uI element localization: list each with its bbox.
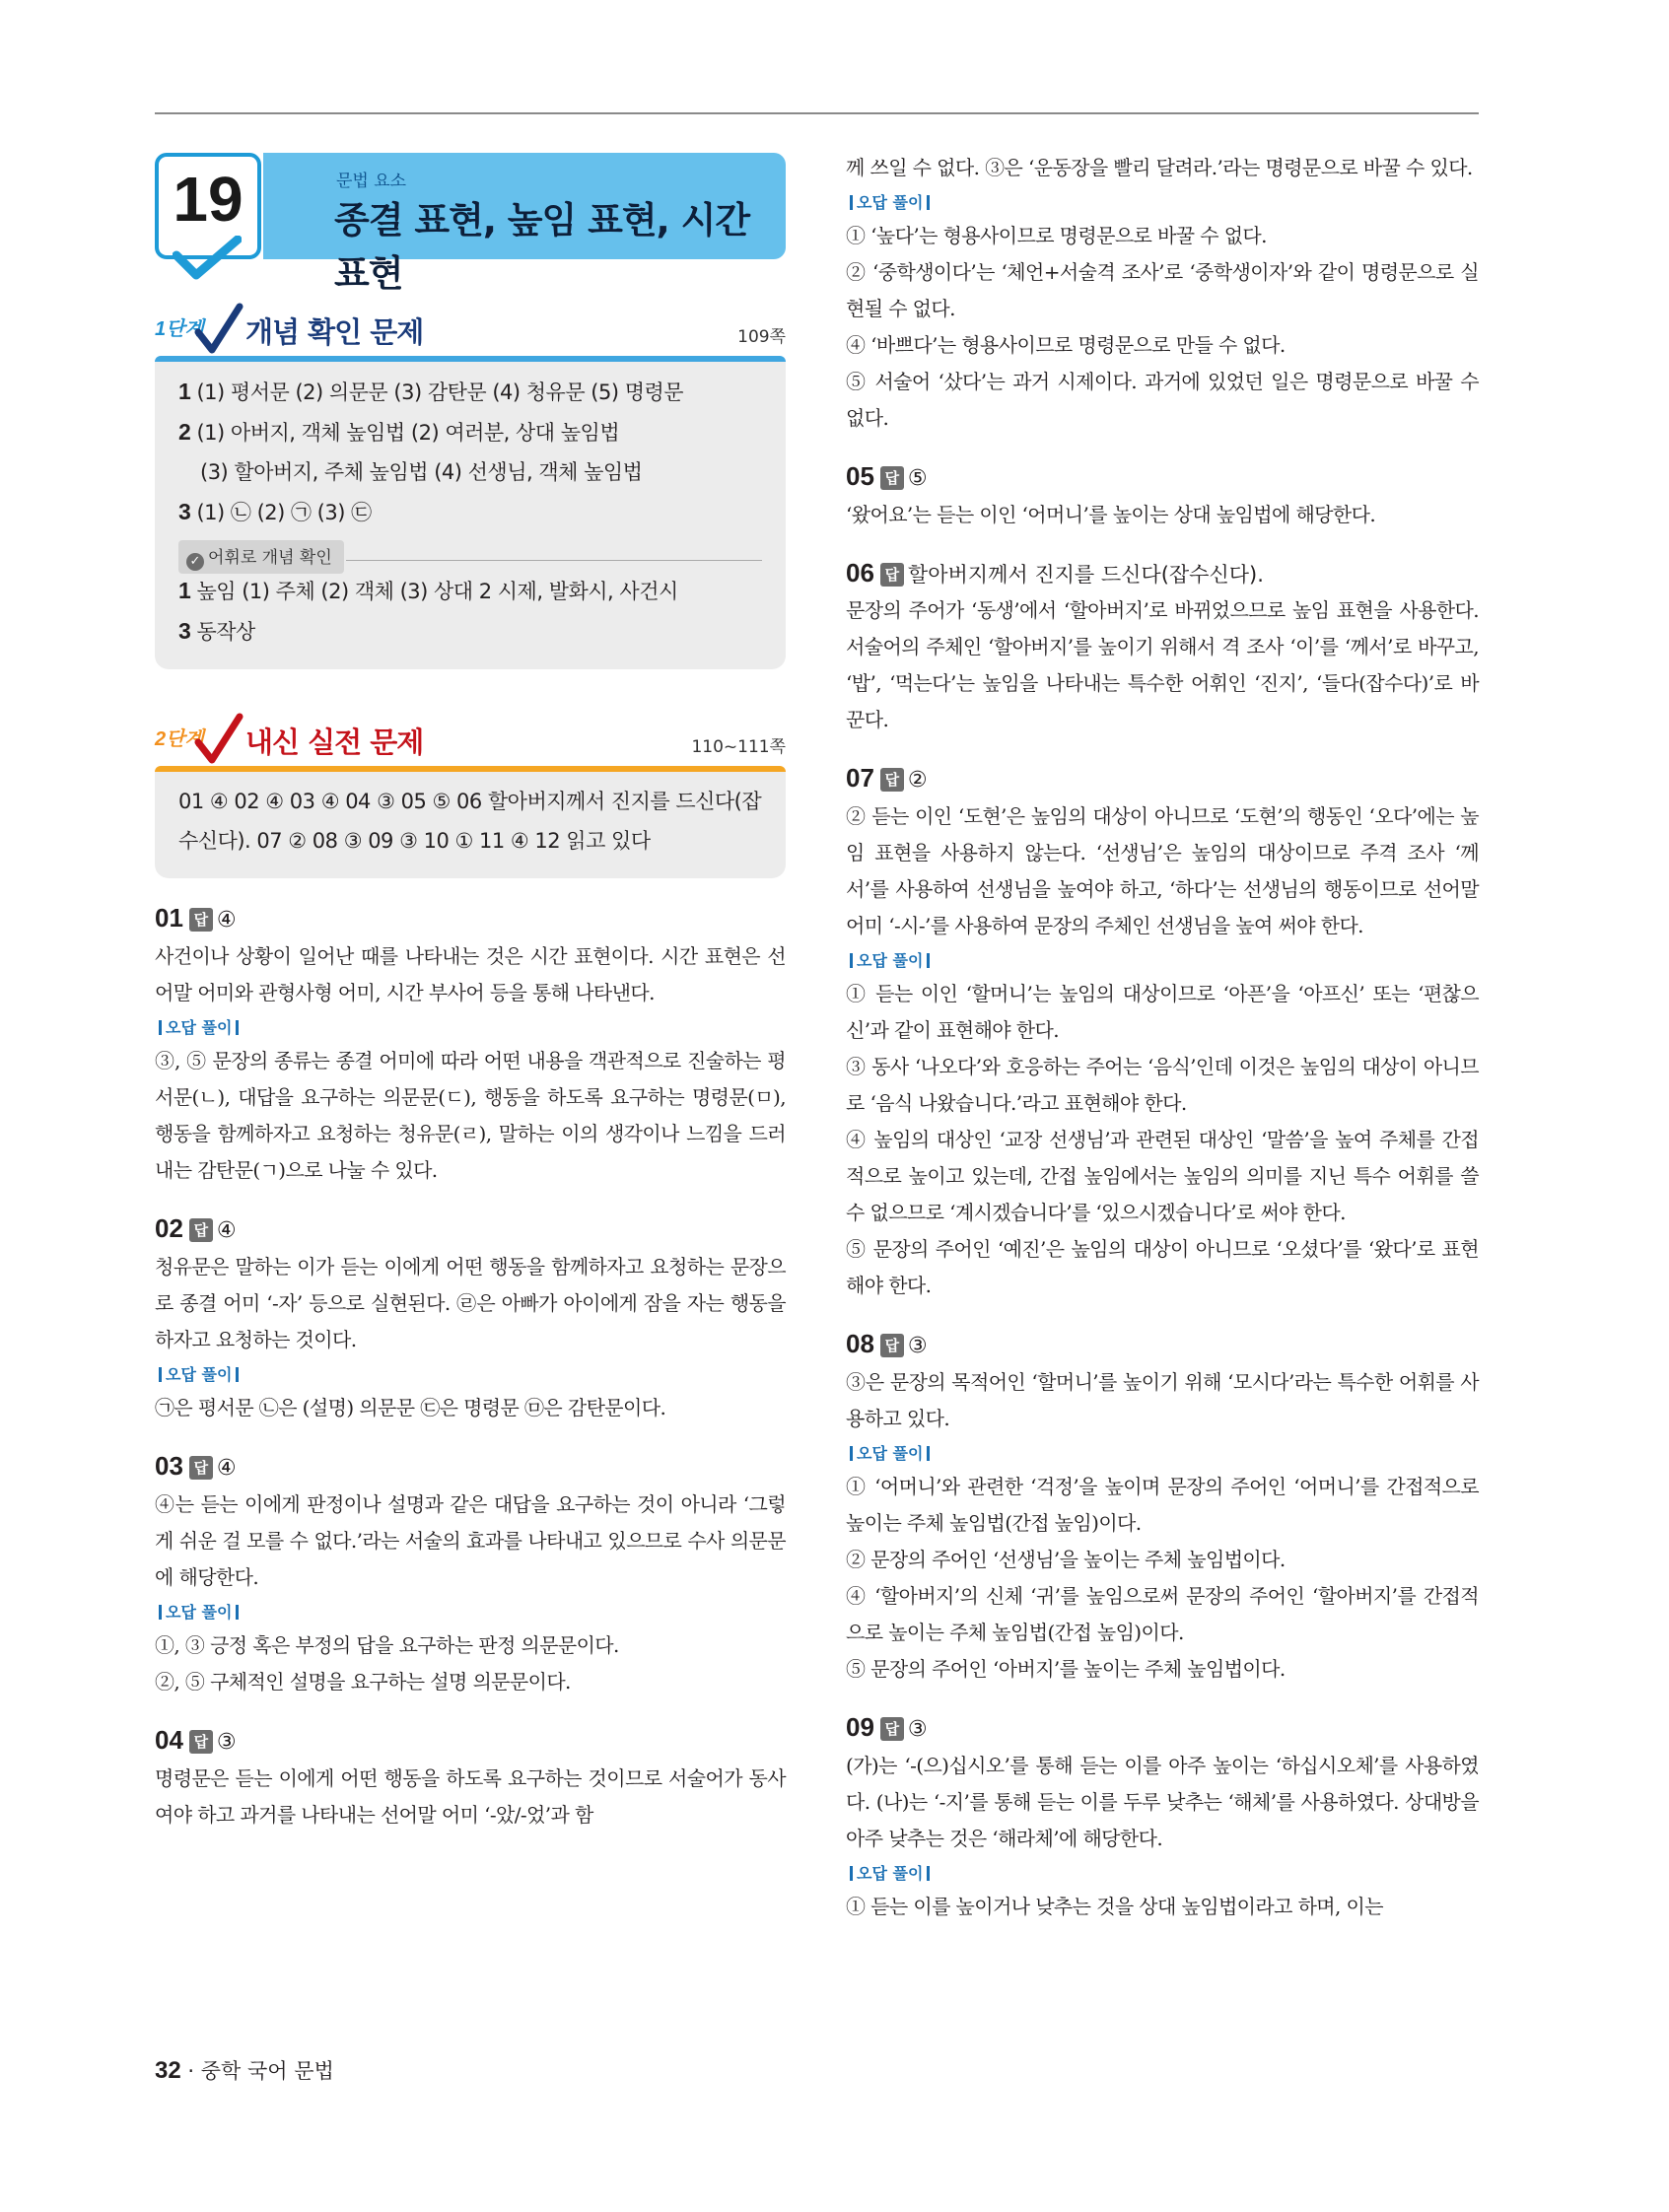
answer-text: (1) 아버지, 객체 높임법 (2) 여러분, 상대 높임법 [196, 421, 620, 445]
answer-text: 높임 (1) 주체 (2) 객체 (3) 상대 2 시제, 발화시, 사건시 [196, 580, 678, 603]
wrong-answer-tag [155, 1598, 786, 1627]
vocab-tag [178, 540, 344, 574]
step1-header [155, 303, 786, 362]
step1-answer-line [178, 492, 762, 532]
explanation-body: ② 듣는 이인 ‘도현’은 높임의 대상이 아니므로 ‘도현’의 행동인 ‘오다’에는 높임 표현을 사용하지 않는다. ‘선생님’은 높임의 대상이므로 주격 조사 ‘께서’를 사용하여 선생님을 높여야 하고, ‘하다’는 선생님의 행동이므로 선어말 어미 ‘-시-’를 사용하여 문장의 주체인 선생님을 높여 써야 한다. [846, 804, 1479, 937]
question-number: 03 [155, 1451, 183, 1481]
page-number: 32 [155, 2057, 181, 2084]
question-header [155, 1210, 786, 1249]
wrong-answer-tag [155, 1013, 786, 1043]
question-number: 05 [846, 461, 874, 491]
vocab-answer-line [178, 611, 762, 652]
vocab-answer-line [178, 571, 762, 611]
dap-icon: 답 [880, 768, 904, 792]
step2-page-ref: 110~111쪽 [691, 737, 786, 757]
wrong-explanation: ㉠은 평서문 ㉡은 (설명) 의문문 ㉢은 명령문 ㉤은 감탄문이다. [155, 1396, 666, 1419]
question-block [846, 1326, 1479, 1688]
wrong-label: 오답 풀이 [166, 1018, 233, 1037]
question-number: 08 [846, 1329, 874, 1358]
step1-answer-line [178, 372, 762, 412]
answer-text: (1) 평서문 (2) 의문문 (3) 감탄문 (4) 청유문 (5) 명령문 [196, 380, 684, 404]
explanation-body: 문장의 주어가 ‘동생’에서 ‘할아버지’로 바뀌었으므로 높임 표현을 사용한다. 서술어의 주체인 ‘할아버지’를 높이기 위해서 격 조사 ‘이’를 ‘께서’로 바꾸고, ‘밥’, ‘먹는다’는 높임을 나타내는 특수한 어휘인 ‘진지’, ‘들다(잡수다)’로 바꾼다. [846, 598, 1479, 731]
answer-mark: 할아버지께서 진지를 드신다(잡수신다). [907, 563, 1264, 587]
question-header [846, 1326, 1479, 1364]
dap-icon: 답 [880, 563, 904, 587]
wrong-explanation: ① 듣는 이를 높이거나 낮추는 것을 상대 높임법이라고 하며, 이는 [846, 1895, 1383, 1918]
answer-mark: ④ [216, 1218, 237, 1243]
explanation-body: 명령문은 듣는 이에게 어떤 행동을 하도록 요구하는 것이므로 서술어가 동사여야 하고 과거를 나타내는 선어말 어미 ‘-았/-었’과 함 [155, 1766, 786, 1827]
dap-icon: 답 [880, 1334, 904, 1357]
answer-number: 2 [178, 419, 191, 445]
question-block [846, 555, 1479, 738]
step2-badge: 2단계 [155, 728, 204, 750]
question-header [155, 1722, 786, 1761]
question-number: 06 [846, 558, 874, 588]
explanation-body: ④는 듣는 이에게 판정이나 설명과 같은 대답을 요구하는 것이 아니라 ‘그렇게 쉬운 걸 모를 수 없다.’라는 서술의 효과를 나타내고 있으므로 수사 의문문에 해당한다. [155, 1492, 786, 1589]
step2-answers: 01 ④ 02 ④ 03 ④ 04 ③ 05 ⑤ 06 할아버지께서 진지를 드신다(잡수신다). 07 ② 08 ③ 09 ③ 10 ① 11 ④ 12 읽고 있다 [178, 790, 762, 853]
question-header [846, 1709, 1479, 1748]
dap-icon: 답 [189, 1730, 213, 1754]
right-column [846, 150, 1479, 1925]
right-question-list [846, 458, 1479, 1925]
step1-title: 개념 확인 문제 [245, 315, 424, 349]
wrong-explanation: ③, ⑤ 문장의 종류는 종결 어미에 따라 어떤 내용을 객관적으로 진술하는 평서문(ㄴ), 대답을 요구하는 의문문(ㄷ), 행동을 하도록 요구하는 명령문(ㅁ), 행동을 함께하자고 요청하는 청유문(ㄹ), 말하는 이의 생각이나 느낌을 드러내는 감탄문(ㄱ)으로 나눌 수 있다. [155, 1049, 786, 1182]
wrong-explanation: ① ‘어머니’와 관련한 ‘걱정’을 높이며 문장의 주어인 ‘어머니’를 간접적으로 높이는 주체 높임법(간접 높임)이다. ② 문장의 주어인 ‘선생님’을 높이는 주체 높임법이다. ④ ‘할아버지’의 신체 ‘귀’를 높임으로써 문장의 주어인 ‘할아버지’를 간접적으로 높이는 주체 높임법(간접 높임)이다. ⑤ 문장의 주어인 ‘아버지’를 높이는 주체 높임법이다. [846, 1475, 1479, 1681]
question-block [846, 1709, 1479, 1925]
explanation-body: ‘왔어요’는 듣는 이인 ‘어머니’를 높이는 상대 높임법에 해당한다. [846, 503, 1376, 526]
dap-icon: 답 [189, 908, 213, 932]
answer-number: 1 [178, 379, 191, 404]
lesson-header [155, 153, 786, 295]
answer-mark: ③ [216, 1730, 237, 1755]
answer-mark: ③ [907, 1334, 928, 1358]
lesson-title: 종결 표현, 높임 표현, 시간 표현 [334, 199, 750, 295]
wrong-label: 오답 풀이 [857, 1864, 924, 1883]
question-block [846, 458, 1479, 533]
wrong-label: 오답 풀이 [857, 193, 924, 212]
step1-answer-line [178, 452, 762, 492]
answer-number: 3 [178, 618, 191, 644]
answer-mark: ⑤ [907, 466, 928, 491]
wrong-explanation: ①, ③ 긍정 혹은 부정의 답을 요구하는 판정 의문문이다. ②, ⑤ 구체적인 설명을 요구하는 설명 의문문이다. [155, 1633, 619, 1694]
q04-continued-body: 께 쓰일 수 없다. ③은 ‘운동장을 빨리 달려라.’라는 명령문으로 바꿀 수 있다. [846, 156, 1473, 179]
question-header [155, 1448, 786, 1486]
top-rule [155, 112, 1479, 114]
question-number: 01 [155, 903, 183, 933]
vocab-label: 어휘로 개념 확인 [208, 548, 332, 568]
page-footer: 32 · 중학 국어 문법 [155, 2057, 334, 2084]
question-number: 09 [846, 1712, 874, 1742]
step2-header [155, 713, 786, 772]
explanation-body: 청유문은 말하는 이가 듣는 이에게 어떤 행동을 함께하자고 요청하는 문장으로 종결 어미 ‘-자’ 등으로 실현된다. ㉣은 아빠가 아이에게 잠을 자는 행동을 하자고 요청하는 것이다. [155, 1255, 786, 1351]
question-block [155, 1448, 786, 1700]
step1-page-ref: 109쪽 [737, 327, 786, 347]
question-block [155, 1722, 786, 1833]
question-number: 04 [155, 1725, 183, 1755]
step2-title: 내신 실전 문제 [245, 726, 424, 759]
wrong-label: 오답 풀이 [166, 1365, 233, 1384]
check-icon [173, 236, 242, 281]
answer-mark: ④ [216, 1456, 237, 1481]
wrong-label: 오답 풀이 [166, 1603, 233, 1622]
wrong-answer-tag [846, 946, 1479, 976]
question-header [155, 900, 786, 938]
step1-box-bar [155, 356, 786, 362]
question-number: 07 [846, 763, 874, 793]
answer-number: 1 [178, 578, 191, 603]
wrong-label: 오답 풀이 [857, 1444, 924, 1463]
lesson-number: 19 [173, 164, 243, 235]
question-number: 02 [155, 1213, 183, 1243]
vocab-check-icon: ✓ [186, 553, 204, 571]
dap-icon: 답 [189, 1218, 213, 1242]
answer-mark: ② [907, 768, 928, 793]
question-block [155, 1210, 786, 1426]
question-header [846, 458, 1479, 497]
step2-answer-box [155, 772, 786, 878]
wrong-answer-tag [155, 1360, 786, 1390]
step-check-icon [192, 303, 243, 356]
answer-mark: ④ [216, 908, 237, 933]
answer-text: (3) 할아버지, 주체 높임법 (4) 선생님, 객체 높임법 [200, 460, 643, 484]
question-header [846, 760, 1479, 798]
answer-number: 3 [178, 499, 191, 524]
step1-answer-line [178, 412, 762, 452]
explanation-body: 사건이나 상황이 일어난 때를 나타내는 것은 시간 표현이다. 시간 표현은 선어말 어미와 관형사형 어미, 시간 부사어 등을 통해 나타낸다. [155, 944, 786, 1004]
left-column [155, 153, 786, 1833]
wrong-answer-tag [846, 188, 1479, 218]
answer-text: (1) ㉡ (2) ㉠ (3) ㉢ [196, 501, 372, 524]
vocab-divider [346, 560, 762, 561]
question-header [846, 555, 1479, 592]
explanation-body: (가)는 ‘-(으)십시오’를 통해 듣는 이를 아주 높이는 ‘하십시오체’를 사용하였다. (나)는 ‘-지’를 통해 듣는 이를 두루 낮추는 ‘해체’를 사용하였다. 상대방을 아주 낮추는 것은 ‘해라체’에 해당한다. [846, 1754, 1479, 1850]
wrong-answer-tag [846, 1439, 1479, 1469]
question-block [846, 760, 1479, 1304]
step1-answer-box [155, 362, 786, 669]
left-question-list [155, 900, 786, 1833]
answer-mark: ③ [907, 1717, 928, 1742]
wrong-answer-tag [846, 1859, 1479, 1889]
wrong-explanation: ① 듣는 이인 ‘할머니’는 높임의 대상이므로 ‘아픈’을 ‘아프신’ 또는 ‘편찮으신’과 같이 표현해야 한다. ③ 동사 ‘나오다’와 호응하는 주어는 ‘음식’인데 이것은 높임의 대상이 아니므로 ‘음식 나왔습니다.’라고 표현해야 한다. ④ 높임의 대상인 ‘교장 선생님’과 관련된 대상인 ‘말씀’을 높여 주체를 간접적으로 높이고 있는데, 간접 높임에서는 높임의 의미를 지닌 특수 어휘를 쓸 수 없으므로 ‘계시겠습니다’를 ‘있으시겠습니다’로 써야 한다. ⑤ 문장의 주어인 ‘예진’은 높임의 대상이 아니므로 ‘오셨다’를 ‘왔다’로 표현해야 한다. [846, 982, 1479, 1297]
step-check-icon [192, 713, 243, 766]
lesson-subtitle: 문법 요소 [336, 172, 407, 191]
explanation-body: ③은 문장의 목적어인 ‘할머니’를 높이기 위해 ‘모시다’라는 특수한 어휘를 사용하고 있다. [846, 1370, 1479, 1430]
step2-box-bar [155, 766, 786, 772]
dap-icon: 답 [880, 1717, 904, 1741]
book-title: 중학 국어 문법 [200, 2059, 334, 2083]
step1-badge: 1단계 [155, 318, 204, 340]
question-block [155, 900, 786, 1189]
dap-icon: 답 [880, 466, 904, 490]
q04-wrong-explanation: ① ‘높다’는 형용사이므로 명령문으로 바꿀 수 없다. ② ‘중학생이다’는 ‘체언+서술격 조사’로 ‘중학생이자’와 같이 명령문으로 실현될 수 없다. ④ ‘바쁘다’는 형용사이므로 명령문으로 만들 수 없다. ⑤ 서술어 ‘샀다’는 과거 시제이다. 과거에 있었던 일은 명령문으로 바꿀 수 없다. [846, 224, 1479, 430]
dap-icon: 답 [189, 1456, 213, 1480]
answer-text: 동작상 [196, 620, 255, 644]
wrong-label: 오답 풀이 [857, 951, 924, 970]
